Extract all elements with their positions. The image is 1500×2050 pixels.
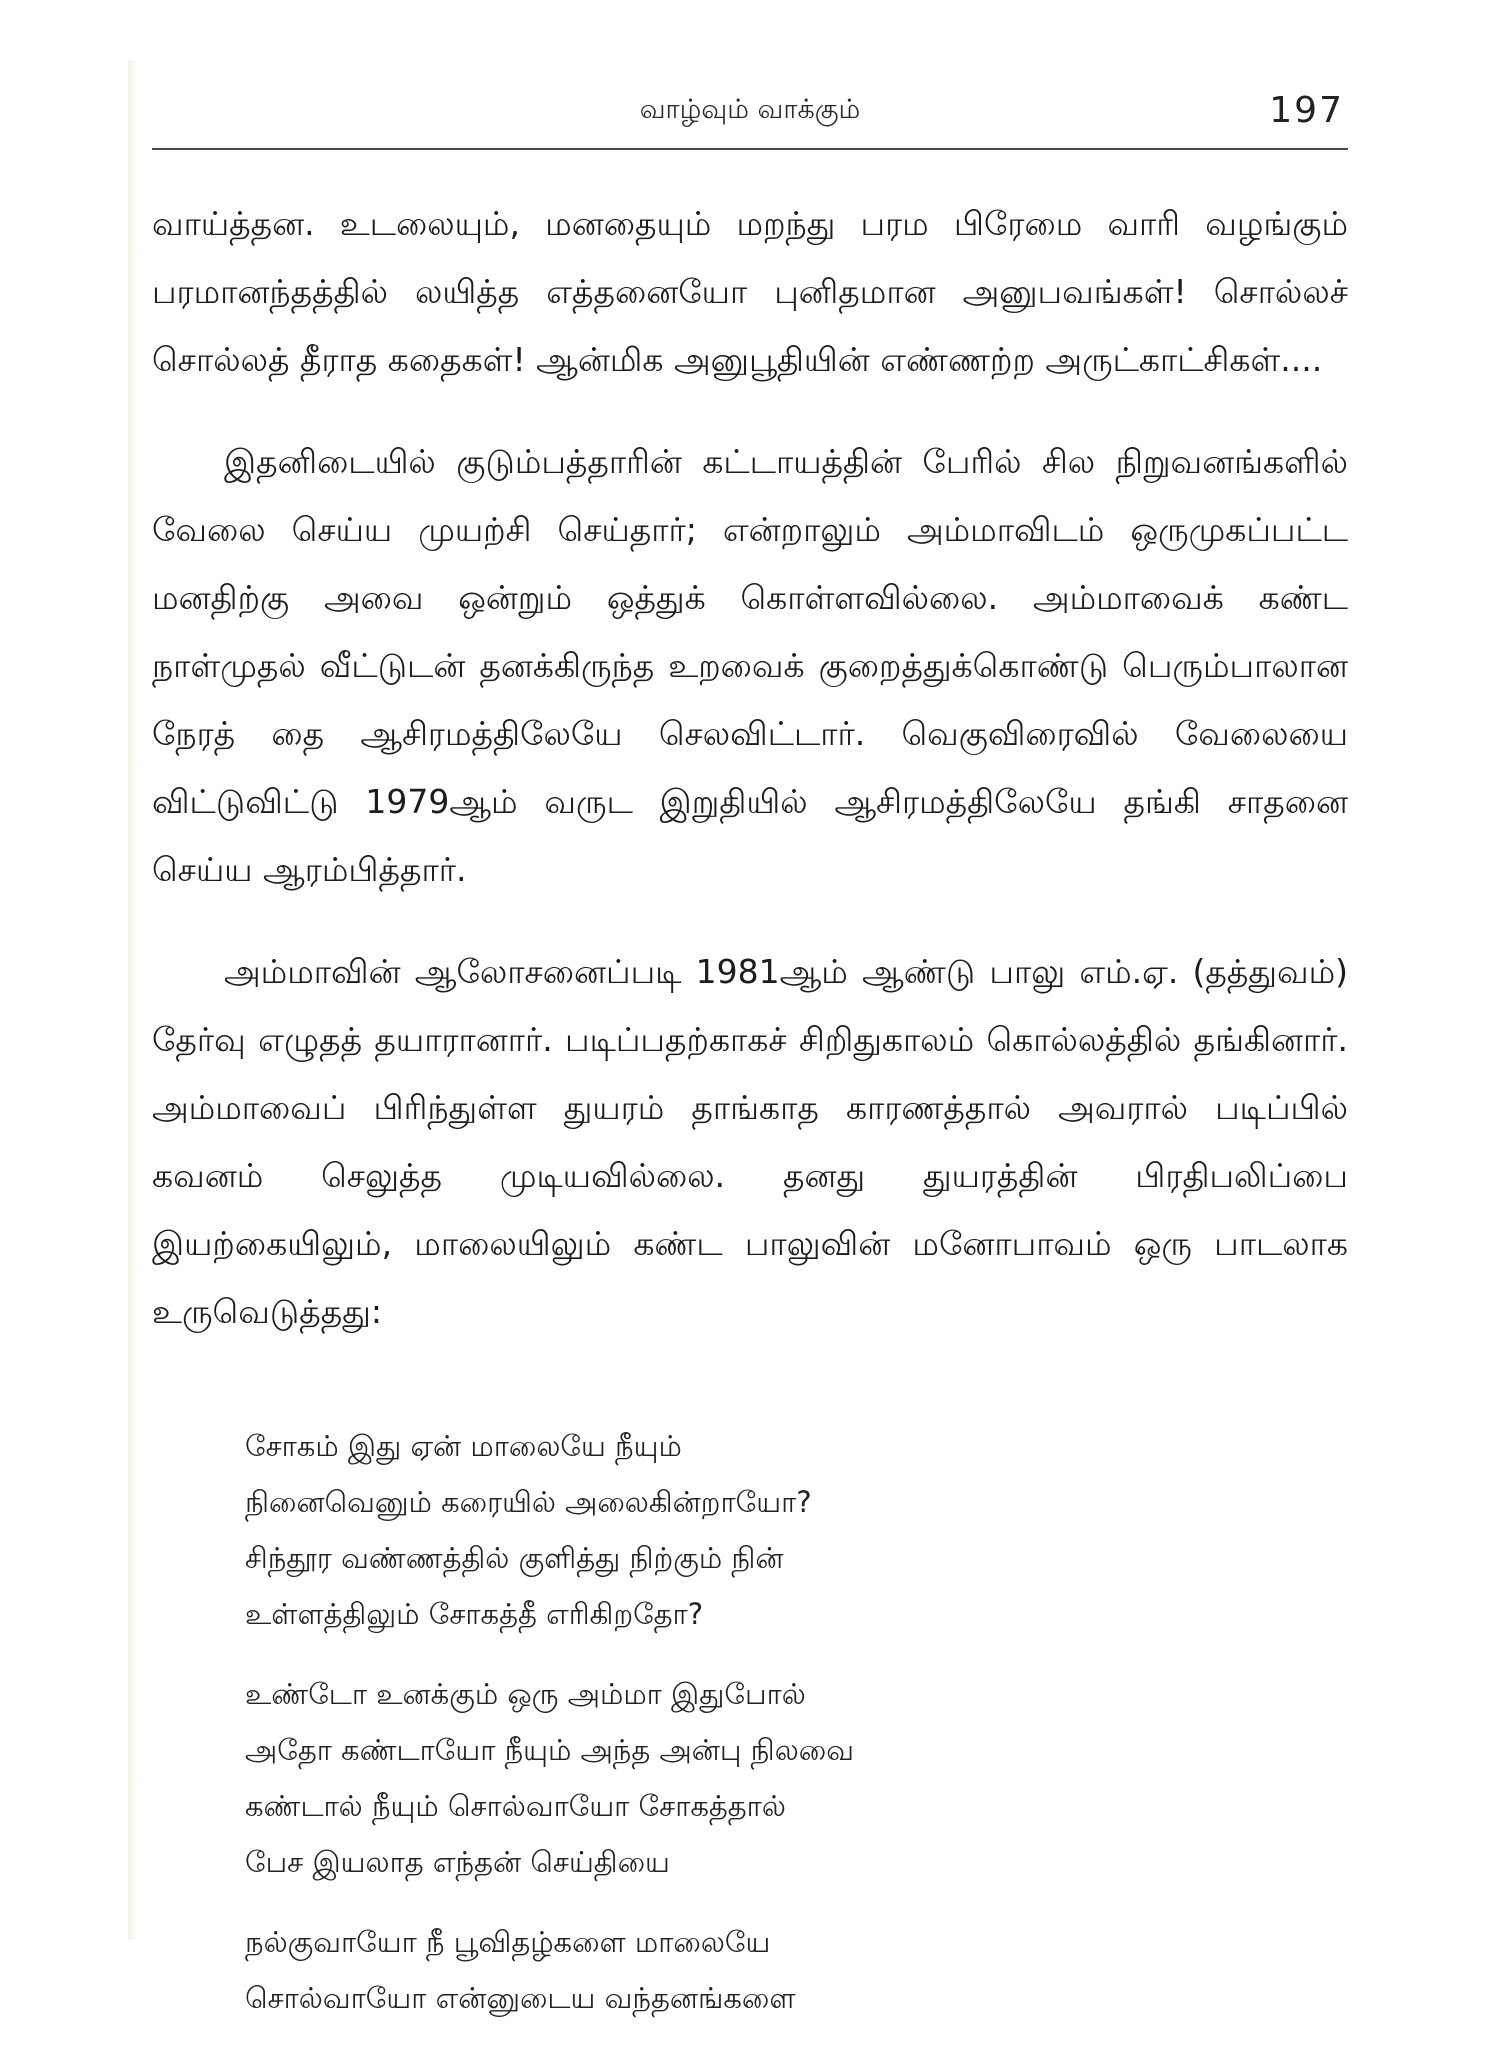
poem-line: அதோ கண்டாயோ நீயும் அந்த அன்பு நிலவை <box>245 1733 854 1767</box>
paragraph-1: வாய்த்தன. உடலையும், மனதையும் மறந்து பரம பிரேமை வாரி வழங்கும் பரமானந்தத்தில் லயித்த எத்தனையோ புனிதமான அனுபவங்கள்! சொல்லச் சொல்லத் தீராத கதைகள்! ஆன்மிக அனுபூதியின் எண்ணற்ற அருட்காட்சிகள்.... <box>152 204 1348 379</box>
poem-line: பேச இயலாத எந்தன் செய்தியை <box>245 1845 670 1879</box>
body-text <box>152 190 1348 1380</box>
poem-line: உள்ளத்திலும் சோகத்தீ எரிகிறதோ? <box>245 1597 704 1631</box>
paragraph-2: இதனிடையில் குடும்பத்தாரின் கட்டாயத்தின் பேரில் சில நிறுவனங்களில் வேலை செய்ய முயற்சி செய்தார்; என்றாலும் அம்மாவிடம் ஒருமுகப்பட்ட மனதிற்கு அவை ஒன்றும் ஒத்துக் கொள்ளவில்லை. அம்மாவைக் கண்ட நாள்முதல் வீட்டுடன் தனக்கிருந்த உறவைக் குறைத்துக்கொண்டு பெரும்பாலான நேரத் தை ஆசிரமத்திலேயே செலவிட்டார். வெகுவிரைவில் வேலையை விட்டுவிட்டு 1979ஆம் வருட இறுதியில் ஆசிரமத்திலேயே தங்கி சாதனை செய்ய ஆரம்பித்தார். <box>152 442 1348 889</box>
page-header <box>152 88 1348 148</box>
poem-stanza-2 <box>245 1666 1245 1890</box>
poem-line: சிந்தூர வண்ணத்தில் குளித்து நிற்கும் நின் <box>245 1541 784 1575</box>
poem-line: நினைவெனும் கரையில் அலைகின்றாயோ? <box>245 1485 812 1519</box>
poem-line: சொல்வாயோ என்னுடைய வந்தனங்களை <box>245 1981 796 2015</box>
poem-stanza-1 <box>245 1418 1245 1642</box>
poem-line: சோகம் இது ஏன் மாலையே நீயும் <box>245 1429 682 1463</box>
poem-line: கண்டால் நீயும் சொல்வாயோ சோகத்தால் <box>245 1789 786 1823</box>
running-title: வாழ்வும் வாக்கும் <box>639 94 861 125</box>
header-rule <box>152 148 1348 150</box>
poem-stanza-3 <box>245 1914 1245 2026</box>
page-number: 197 <box>1269 90 1344 131</box>
poem-line: உண்டோ உனக்கும் ஒரு அம்மா இதுபோல் <box>245 1677 806 1711</box>
page-edge-shading <box>128 60 138 1940</box>
poem <box>245 1418 1245 2050</box>
paragraph-3: அம்மாவின் ஆலோசனைப்படி 1981ஆம் ஆண்டு பாலு எம்.ஏ. (தத்துவம்) தேர்வு எழுதத் தயாரானார். படிப்பதற்காகச் சிறிதுகாலம் கொல்லத்தில் தங்கினார். அம்மாவைப் பிரிந்துள்ள துயரம் தாங்காத காரணத்தால் அவரால் படிப்பில் கவனம் செலுத்த முடியவில்லை. தனது துயரத்தின் பிரதிபலிப்பை இயற்கையிலும், மாலையிலும் கண்ட பாலுவின் மனோபாவம் ஒரு பாடலாக உருவெடுத்தது: <box>152 952 1348 1331</box>
poem-line: நல்குவாயோ நீ பூவிதழ்களை மாலையே <box>245 1925 771 1959</box>
